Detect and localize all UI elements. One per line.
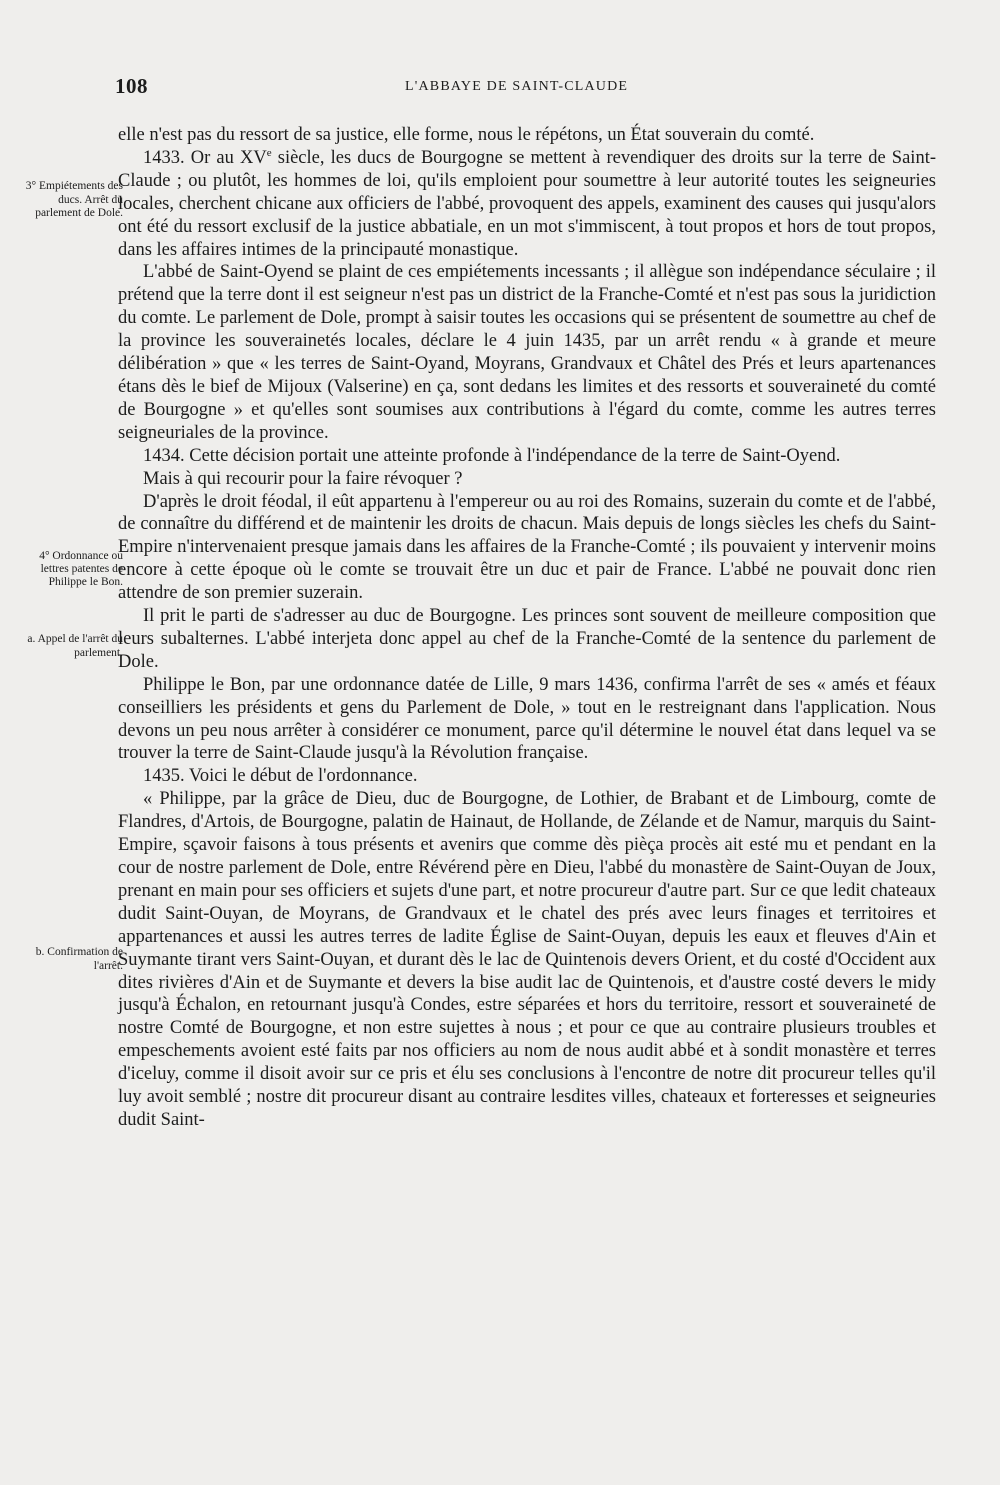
- page-number: 108: [115, 74, 148, 98]
- margin-note-4a: a. Appel de l'arrêt du parlement.: [27, 633, 123, 659]
- paragraph: elle n'est pas du ressort de sa justice, elle forme, nous le répétons, un État souverain du comté.: [118, 125, 815, 145]
- paragraph: 1434. Cette décision portait une atteinte profonde à l'indépendance de la terre de Saint-Oyend.: [143, 445, 841, 466]
- paragraph: 1433. Or au XVe siècle, les ducs de Bourgogne se mettent à revendiquer des droits sur la terre de Saint-Claude ; ou plutôt, les hommes de loi, qu'ils emploient pour soumettre à leur autorité toutes les seigneuries locales, cherchent chicane aux officiers de l'abbé, provoquent des appels, examinent des causes qui jusqu'alors ont été du ressort exclusif de la justice abbatiale, en un mot s'immiscent, à tout propos et hors de tout propos, dans les affaires intimes de la principauté monastique.: [118, 146, 936, 260]
- paragraph: « Philippe, par la grâce de Dieu, duc de Bourgogne, de Lothier, de Brabant et de Limbourg, comte de Flandres, d'Artois, de Bourgogne, palatin de Hainaut, de Hollande, de Zélande et de Namur, marquis du Saint-Empire, sçavoir faisons à tous présents et avenirs que comme dès pièça procès ait esté mu et pendant en la cour de nostre parlement de Dole, entre Révérend père en Dieu, l'abbé du monastère de Saint-Ouyan de Joux, prenant en main pour ses officiers et sujets d'une part, et notre procureur d'autre part. Sur ce que ledit chateaux dudit Saint-Ouyan, de Moyrans, de Grandvaux et le chatel des prés avec leurs finages et territoires et appartenances et aussi les autres terres de ladite Église de Saint-Ouyan, depuis les eaux et fleuves d'Ain et Suymante tirant vers Saint-Ouyan, et durant dès le lac de Quintenois devers Orient, et du costé d'Occident aux dites rivières d'Ain et de Suymante et devers la bise audit lac de Quintenois, et d'austre costé devers le midy jusqu'à Échalon, en retournant jusqu'à Condes, estre séparées et hors du territoire, ressort et souveraineté de nostre Comté de Bourgogne, et non estre sujettes à nous ; et pour ce que au contraire plusieurs troubles et empeschements avoient esté faits par nos officiers au nom de nous audit abbé et à sondit monastère et terres d'iceluy, comme il disoit avoir sur ce pris et élu ses conclusions à l'encontre de notre dit procureur telles qu'il luy avoit semblé ; nostre dit procureur disant au contraire lesdites villes, chateaux et forteresses et seigneuries dudit Saint-: [118, 789, 936, 1130]
- paragraph: 1435. Voici le début de l'ordonnance.: [143, 766, 418, 787]
- paragraph: Philippe le Bon, par une ordonnance datée de Lille, 9 mars 1436, confirma l'arrêt de ses « amés et féaux conseilliers les présidents et gens du Parlement de Dole, » tout en le restreignant dans l'application. Nous devons un peu nous arrêter à considérer ce monument, parce qu'il détermine le nouvel état dans lequel va se trouver la terre de Saint-Claude jusqu'à la Révolution française.: [118, 674, 936, 764]
- margin-note-3: 3° Empiétements des ducs. Arrêt du parlement de Dole.: [25, 180, 123, 219]
- margin-note-4: 4° Ordonnance ou lettres patentes de Philippe le Bon.: [39, 550, 123, 588]
- paragraph: L'abbé de Saint-Oyend se plaint de ces empiétements incessants ; il allègue son indépendance séculaire ; il prétend que la terre dont il est seigneur n'est pas un district de la Franche-Comté et n'est pas sous la juridiction du comte. Le parlement de Dole, prompt à saisir toutes les occasions qui se présentent de soumettre au chef de la province les souverainetés locales, déclare le 4 juin 1435, par un arrêt rendu « à grande et meure délibération » que « les terres de Saint-Oyand, Moyrans, Grandvaux et Châtel des Prés et leurs apartenances étans dès le bief de Mijoux (Valserine) en ça, sont dedans les limites et des ressorts et souveraineté du comté de Bourgogne » et qu'elles sont soumises aux contributions à l'égard du comte, comme les autres terres seigneuriales de la province.: [118, 262, 936, 443]
- margin-note-4b: b. Confirmation de l'arrêt.: [35, 946, 123, 972]
- paragraph: Il prit le parti de s'adresser au duc de Bourgogne. Les princes sont souvent de meilleure composition que leurs subalternes. L'abbé interjeta donc appel au chef de la Franche-Comté de la sentence du parlement de Dole.: [118, 606, 936, 672]
- paragraph-number: 1433.: [143, 147, 185, 168]
- page-header: [115, 74, 935, 108]
- running-title: L'ABBAYE DE SAINT-CLAUDE: [405, 79, 629, 94]
- paragraph: D'après le droit féodal, il eût appartenu à l'empereur ou au roi des Romains, suzerain du comte et de l'abbé, de connaître du différend et de maintenir les droits de chacun. Mais depuis de longs siècles les chefs du Saint-Empire n'intervenaient presque jamais dans les affaires de la Franche-Comté ; ils pouvaient y intervenir moins encore à cette époque où le comte se trouvait être un duc et pair de France. L'abbé ne pouvait donc rien attendre de son premier suzerain.: [118, 491, 936, 604]
- century-superscript: e: [266, 146, 272, 159]
- main-text: [118, 124, 936, 1132]
- paragraph: Mais à qui recourir pour la faire révoquer ?: [143, 468, 463, 489]
